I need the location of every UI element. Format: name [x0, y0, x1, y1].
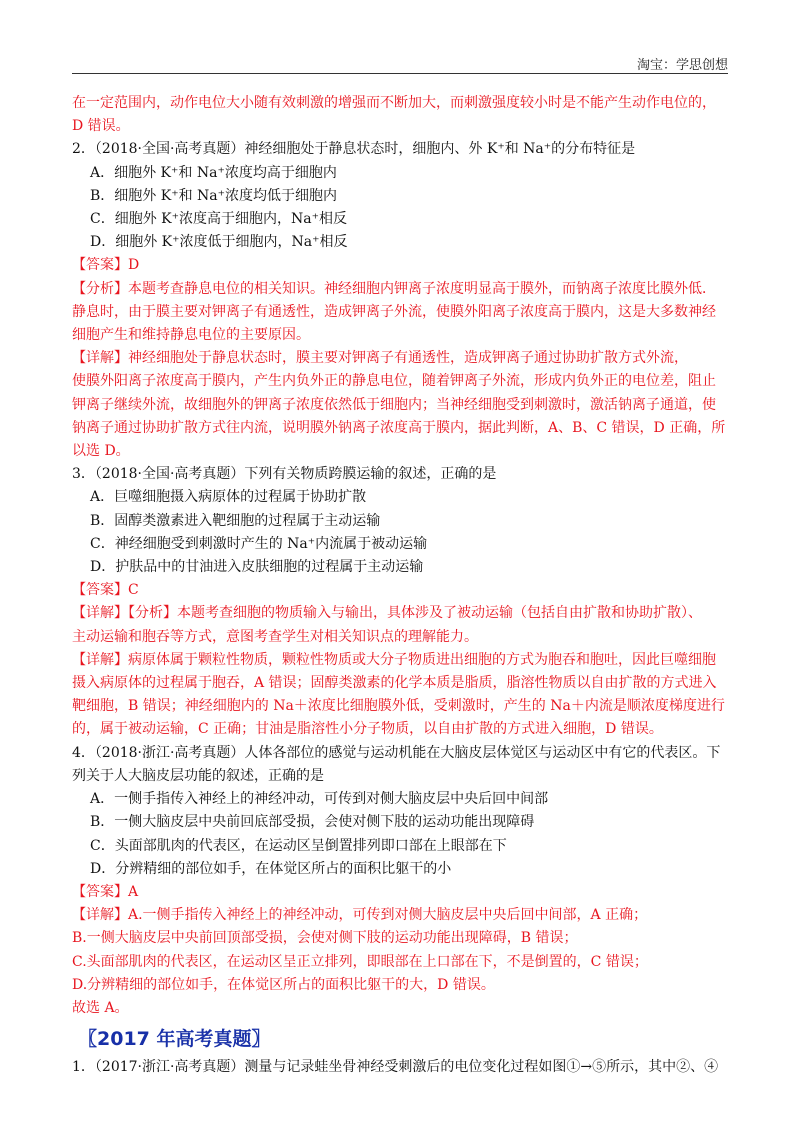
answer-line: 摄入病原体的过程属于胞吞，A 错误；固醇类激素的化学本质是脂质，脂溶性物质以自由扩散的方式进入	[72, 675, 717, 692]
answer-line: 钾离子继续外流，故细胞外的钾离子浓度依然低于细胞内；当神经细胞受到刺激时，激活钠离子通道，使	[72, 396, 716, 413]
question-line: 3．（2018·全国·高考真题）下列有关物质跨膜运输的叙述，正确的是	[72, 466, 497, 483]
section-title: 〖2017 年高考真题〗	[78, 1028, 271, 1051]
question-line: 2．（2018·全国·高考真题）神经细胞处于静息状态时，细胞内、外 K⁺和 Na⁺的分布特征是	[72, 141, 636, 158]
question-line: 1．（2017·浙江·高考真题）测量与记录蛙坐骨神经受刺激后的电位变化过程如图①→⑤所示，其中②、④	[72, 1059, 719, 1076]
question-line: 列关于人大脑皮层功能的叙述，正确的是	[72, 767, 324, 784]
answer-line: 主动运输和胞吞等方式，意图考查学生对相关知识点的理解能力。	[72, 628, 478, 645]
answer-line: 静息时，由于膜主要对钾离子有通透性，造成钾离子外流，使膜外阳离子浓度高于膜内，这是大多数神经	[72, 303, 716, 320]
option-line: D．护肤品中的甘油进入皮肤细胞的过程属于主动运输	[90, 559, 424, 576]
answer-line: D.分辨精细的部位如手，在体觉区所占的面积比躯干的大，D 错误。	[72, 976, 495, 993]
answer-line: 的，属于被动运输，C 正确；甘油是脂溶性小分子物质，以自由扩散的方式进入细胞，D 错误。	[72, 721, 663, 738]
answer-line: 【答案】A	[72, 883, 139, 900]
answer-line: B.一侧大脑皮层中央前回顶部受损，会使对侧下肢的运动功能出现障碍，B 错误；	[72, 930, 578, 947]
answer-line: D 错误。	[72, 118, 130, 135]
option-line: C．神经细胞受到刺激时产生的 Na⁺内流属于被动运输	[90, 535, 428, 552]
answer-line: 【答案】C	[72, 582, 139, 599]
option-line: D．细胞外 K⁺浓度低于细胞内，Na⁺相反	[90, 234, 348, 251]
answer-line: 靶细胞，B 错误；神经细胞内的 Na＋浓度比细胞膜外低，受刺激时，产生的 Na＋内流是顺浓度梯度进行	[72, 698, 725, 715]
option-line: A．巨噬细胞摄入病原体的过程属于协助扩散	[90, 489, 367, 506]
question-line: 4．（2018·浙江·高考真题）人体各部位的感觉与运动机能在大脑皮层体觉区与运动区中有它的代表区。下	[72, 744, 721, 761]
option-line: D．分辨精细的部位如手，在体觉区所占的面积比躯干的小	[90, 860, 452, 877]
answer-line: 【详解】【分析】本题考查细胞的物质输入与输出，具体涉及了被动运输（包括自由扩散和协助扩散）、	[72, 605, 702, 622]
header-rule	[72, 73, 728, 74]
option-line: C．细胞外 K⁺浓度高于细胞内，Na⁺相反	[90, 211, 347, 228]
answer-line: 【答案】D	[72, 257, 140, 274]
answer-line: 以选 D。	[72, 443, 130, 460]
option-line: A．细胞外 K⁺和 Na⁺浓度均高于细胞内	[90, 164, 337, 181]
answer-line: 【分析】本题考查静息电位的相关知识。神经细胞内钾离子浓度明显高于膜外，而钠离子浓度比膜外低．	[72, 280, 716, 297]
option-line: A．一侧手指传入神经上的神经冲动，可传到对侧大脑皮层中央后回中间部	[90, 791, 549, 808]
option-line: B．一侧大脑皮层中央前回底部受损，会使对侧下肢的运动功能出现障碍	[90, 814, 535, 831]
answer-line: 细胞产生和维持静息电位的主要原因。	[72, 327, 310, 344]
option-line: C．头面部肌肉的代表区，在运动区呈倒置排列即口部在上眼部在下	[90, 837, 507, 854]
document-body	[72, 92, 728, 1079]
answer-line: 【详解】神经细胞处于静息状态时，膜主要对钾离子有通透性，造成钾离子通过协助扩散方式外流，	[72, 350, 688, 367]
answer-line: 【详解】病原体属于颗粒性物质，颗粒性物质或大分子物质进出细胞的方式为胞吞和胞吐，因此巨噬细胞	[72, 651, 716, 668]
answer-line: C.头面部肌肉的代表区，在运动区呈正立排列，即眼部在上口部在下，不是倒置的，C 错误；	[72, 953, 648, 970]
page-header: 淘宝：学思创想	[636, 58, 728, 73]
answer-line: 钠离子通过协助扩散方式往内流，说明膜外钠离子浓度高于膜内，据此判断，A、B、C 错误，D 正确，所	[72, 419, 726, 436]
answer-line: 在一定范围内，动作电位大小随有效刺激的增强而不断加大，而刺激强度较小时是不能产生动作电位的，	[72, 95, 716, 111]
option-line: B．细胞外 K⁺和 Na⁺浓度均低于细胞内	[90, 187, 338, 204]
option-line: B．固醇类激素进入靶细胞的过程属于主动运输	[90, 512, 381, 529]
answer-line: 使膜外阳离子浓度高于膜内，产生内负外正的静息电位，随着钾离子外流，形成内负外正的电位差，阻止	[72, 373, 716, 390]
answer-line: 【详解】A.一侧手指传入神经上的神经冲动，可传到对侧大脑皮层中央后回中间部，A 正确；	[72, 907, 648, 924]
answer-line: 故选 A。	[72, 999, 129, 1016]
